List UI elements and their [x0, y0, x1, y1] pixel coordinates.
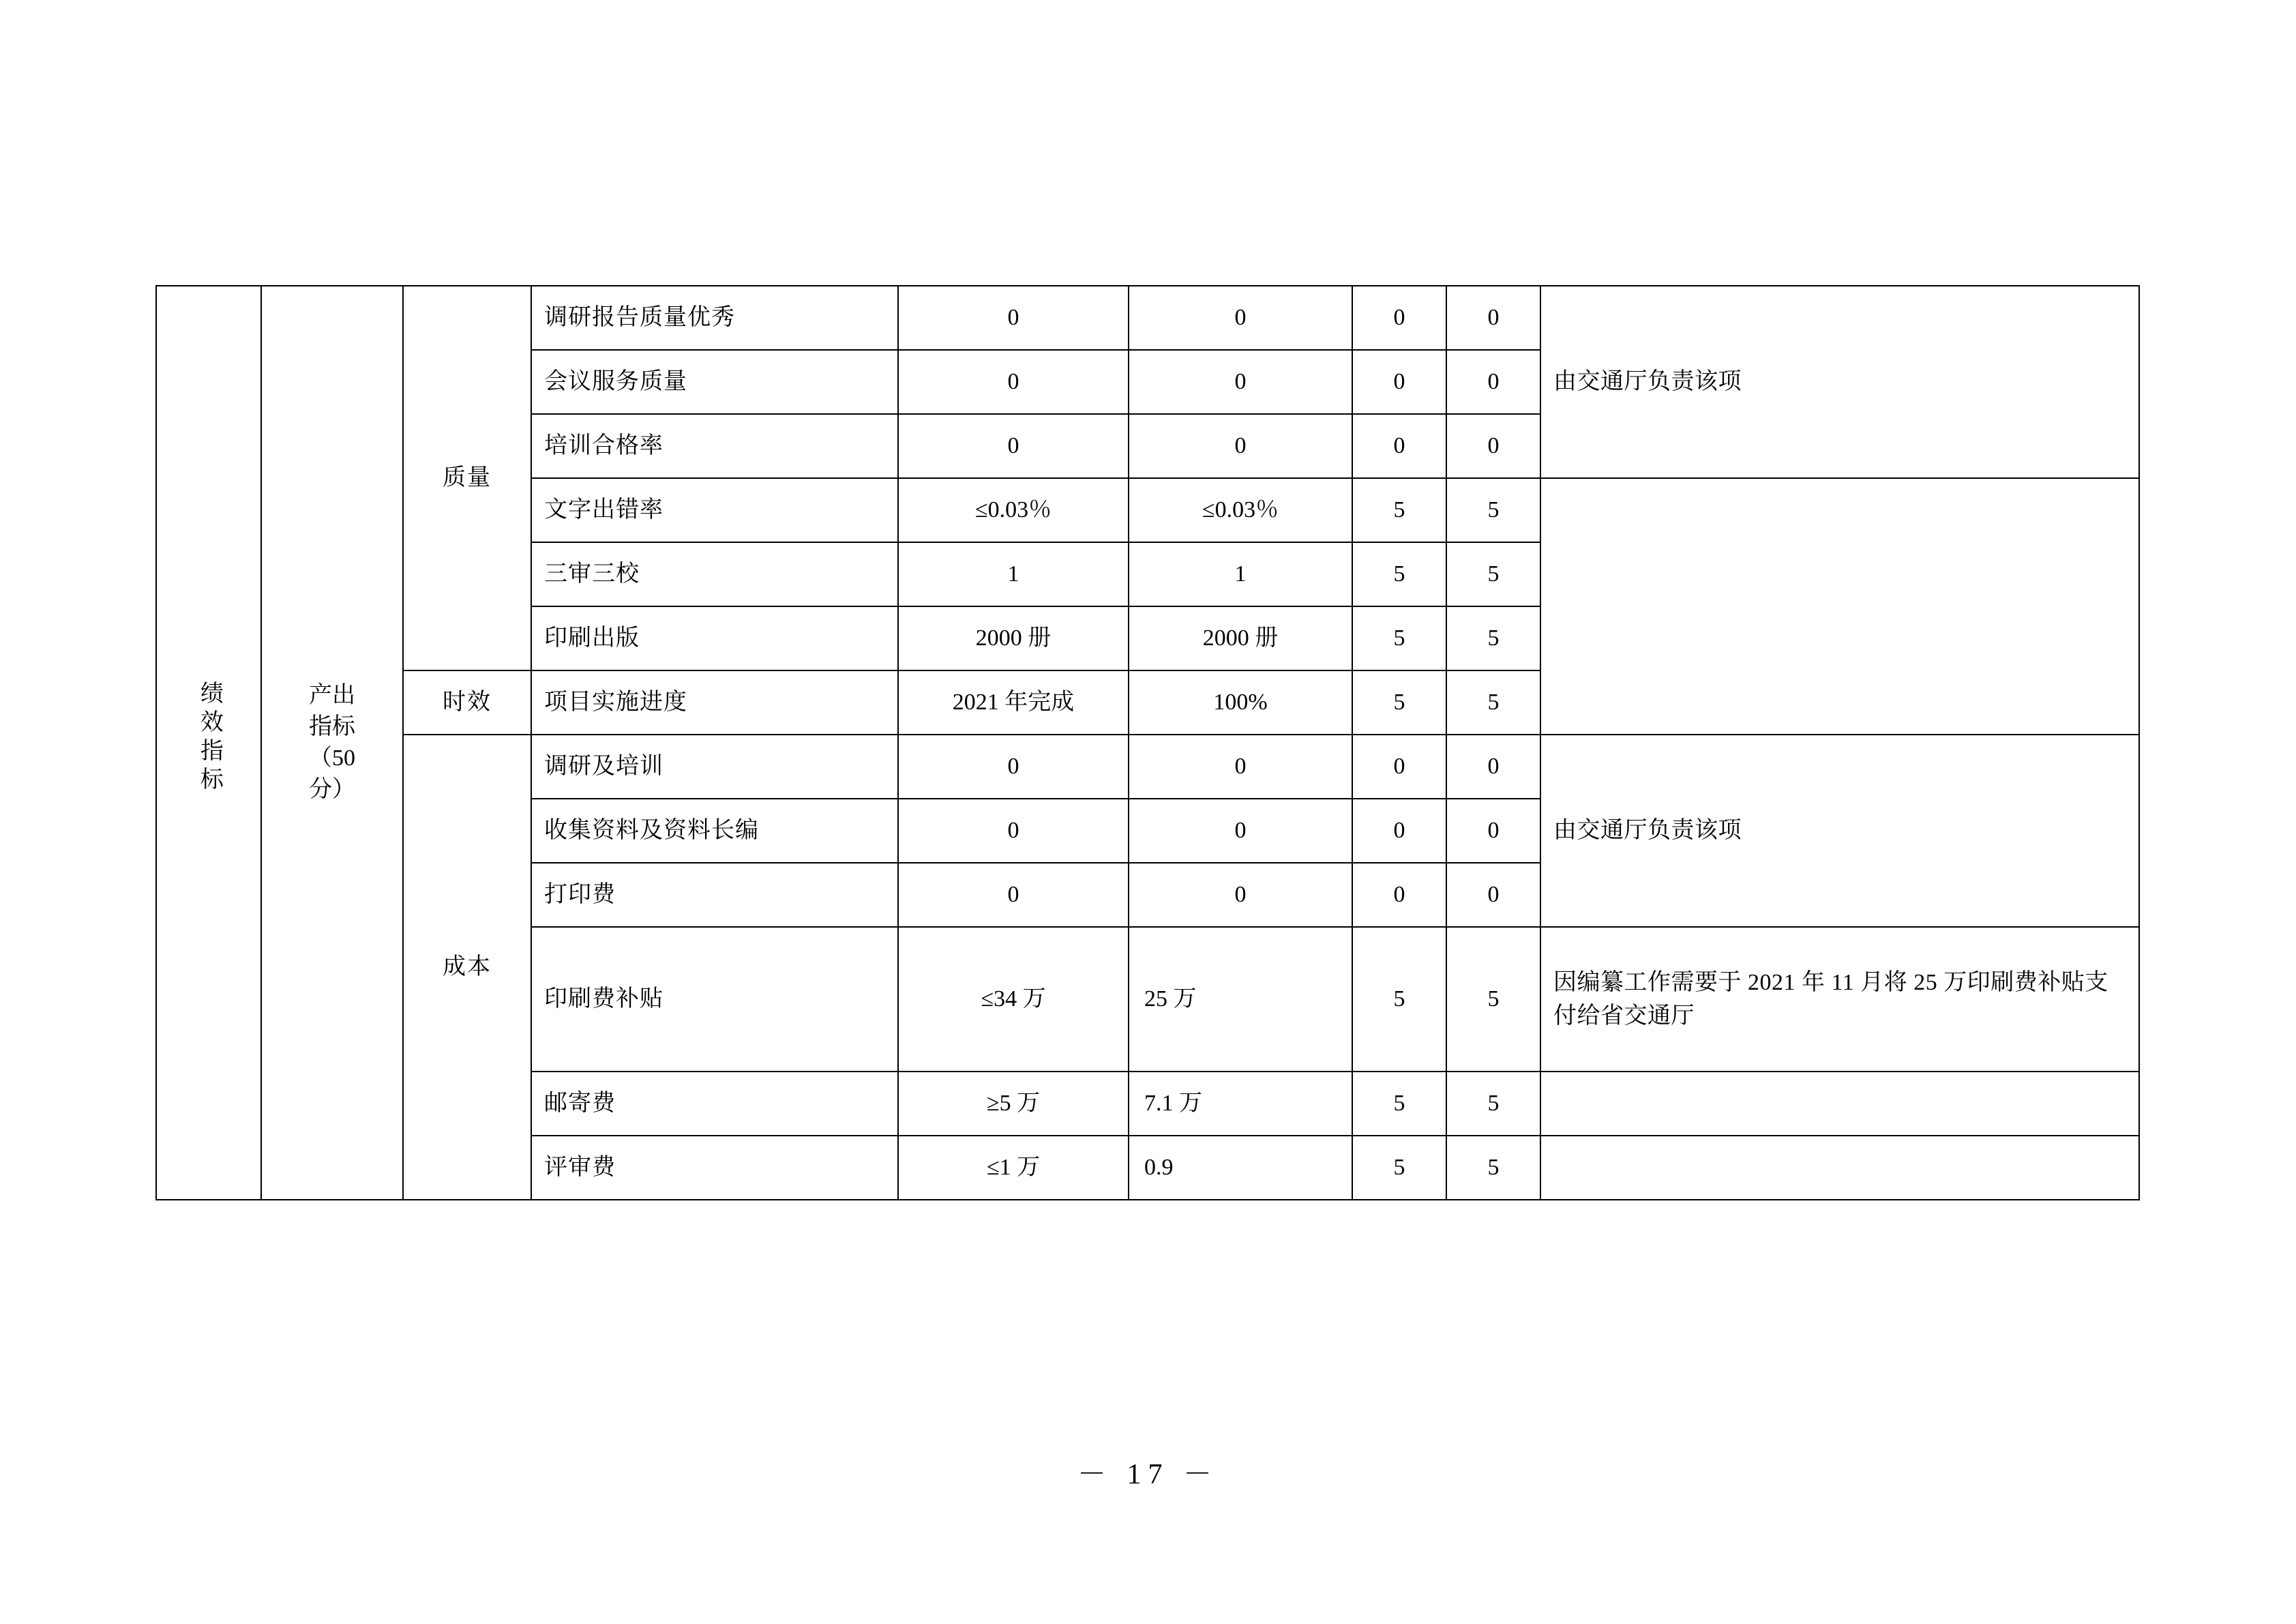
cell-indicator-target: ≥5 万	[898, 1072, 1129, 1136]
table-row	[156, 286, 2139, 350]
cell-indicator-target: ≤34 万	[898, 927, 1129, 1072]
cell-indicator-actual: 0	[1129, 286, 1352, 350]
cell-indicator-target: 0	[898, 350, 1129, 414]
output-label-line-4: 分）	[309, 776, 355, 802]
cell-indicator-score1: 0	[1352, 863, 1446, 927]
cell-indicator-actual: 1	[1129, 542, 1352, 606]
cell-indicator-score2: 5	[1446, 606, 1540, 670]
cell-indicator-score2: 5	[1446, 542, 1540, 606]
cell-indicator-score1: 5	[1352, 606, 1446, 670]
cell-indicator-name: 调研及培训	[531, 735, 898, 799]
cell-indicator-score2: 0	[1446, 286, 1540, 350]
cell-indicator-target: ≤1 万	[898, 1136, 1129, 1200]
cell-indicator-actual: 0	[1129, 863, 1352, 927]
cell-indicator-target: 2021 年完成	[898, 670, 1129, 735]
cell-indicator-actual: 0	[1129, 799, 1352, 863]
cell-note-quality: 由交通厅负责该项	[1540, 286, 2139, 478]
cell-category-quality	[403, 286, 531, 670]
cell-category-cost	[403, 735, 531, 1200]
cell-indicator-name: 项目实施进度	[531, 670, 898, 735]
cell-performance-indicator-group	[156, 286, 261, 1200]
cell-indicator-target: ≤0.03％	[898, 478, 1129, 542]
cell-indicator-target: 0	[898, 735, 1129, 799]
cell-indicator-score1: 0	[1352, 735, 1446, 799]
table-row	[156, 735, 2139, 799]
cell-indicator-score1: 0	[1352, 286, 1446, 350]
cell-indicator-score2: 0	[1446, 735, 1540, 799]
cell-note-print-subsidy: 因编纂工作需要于 2021 年 11 月将 25 万印刷费补贴支付给省交通厅	[1540, 927, 2139, 1072]
cell-indicator-name: 印刷出版	[531, 606, 898, 670]
cell-indicator-target: 0	[898, 286, 1129, 350]
cell-indicator-score1: 0	[1352, 350, 1446, 414]
cell-indicator-score1: 0	[1352, 799, 1446, 863]
cell-indicator-score2: 5	[1446, 1072, 1540, 1136]
cell-indicator-score2: 5	[1446, 927, 1540, 1072]
cell-indicator-target: 1	[898, 542, 1129, 606]
cell-indicator-actual: 7.1 万	[1129, 1072, 1352, 1136]
cell-indicator-score1: 5	[1352, 927, 1446, 1072]
category-timeliness-label: 时效	[443, 690, 492, 715]
cell-indicator-score2: 5	[1446, 478, 1540, 542]
output-label-line-2: 指标	[309, 714, 355, 740]
cell-output-indicator-group	[261, 286, 403, 1200]
cell-indicator-score2: 5	[1446, 1136, 1540, 1200]
cell-indicator-score2: 0	[1446, 414, 1540, 478]
cell-indicator-name: 调研报告质量优秀	[531, 286, 898, 350]
cell-indicator-name: 会议服务质量	[531, 350, 898, 414]
cell-indicator-score2: 0	[1446, 799, 1540, 863]
cell-indicator-target: 0	[898, 799, 1129, 863]
performance-indicator-label: 绩效指标	[196, 680, 222, 795]
cell-indicator-name: 邮寄费	[531, 1072, 898, 1136]
performance-indicator-table	[155, 285, 2140, 1200]
cell-indicator-name: 培训合格率	[531, 414, 898, 478]
cell-indicator-actual: 100%	[1129, 670, 1352, 735]
cell-indicator-score2: 5	[1446, 670, 1540, 735]
cell-indicator-actual: 0.9	[1129, 1136, 1352, 1200]
cell-indicator-name: 文字出错率	[531, 478, 898, 542]
cell-indicator-actual: 25 万	[1129, 927, 1352, 1072]
cell-indicator-score2: 0	[1446, 350, 1540, 414]
cell-indicator-target: 0	[898, 863, 1129, 927]
cell-indicator-score1: 5	[1352, 670, 1446, 735]
page-number: － 17 －	[1077, 1459, 1219, 1490]
cell-indicator-actual: 0	[1129, 350, 1352, 414]
cell-indicator-actual: 0	[1129, 414, 1352, 478]
cell-indicator-name: 印刷费补贴	[531, 927, 898, 1072]
cell-indicator-actual: 2000 册	[1129, 606, 1352, 670]
category-quality-label: 质量	[443, 465, 492, 491]
cell-indicator-name: 打印费	[531, 863, 898, 927]
cell-indicator-actual: ≤0.03％	[1129, 478, 1352, 542]
cell-indicator-score1: 5	[1352, 1072, 1446, 1136]
output-label-line-1: 产出	[309, 683, 355, 709]
category-cost-label: 成本	[443, 954, 492, 980]
cell-indicator-actual: 0	[1129, 735, 1352, 799]
cell-indicator-score1: 5	[1352, 1136, 1446, 1200]
cell-indicator-name: 三审三校	[531, 542, 898, 606]
cell-indicator-target: 0	[898, 414, 1129, 478]
cell-indicator-score1: 0	[1352, 414, 1446, 478]
cell-indicator-name: 评审费	[531, 1136, 898, 1200]
cell-note-empty-1	[1540, 478, 2139, 735]
cell-indicator-target: 2000 册	[898, 606, 1129, 670]
performance-indicator-table-wrapper	[155, 285, 2140, 1200]
cell-indicator-score2: 0	[1446, 863, 1540, 927]
cell-indicator-score1: 5	[1352, 478, 1446, 542]
cell-note-empty-2	[1540, 1072, 2139, 1136]
output-label-line-3: （50	[309, 745, 355, 771]
cell-note-cost: 由交通厅负责该项	[1540, 735, 2139, 927]
cell-indicator-name: 收集资料及资料长编	[531, 799, 898, 863]
cell-indicator-score1: 5	[1352, 542, 1446, 606]
cell-category-timeliness	[403, 670, 531, 735]
cell-note-empty-3	[1540, 1136, 2139, 1200]
